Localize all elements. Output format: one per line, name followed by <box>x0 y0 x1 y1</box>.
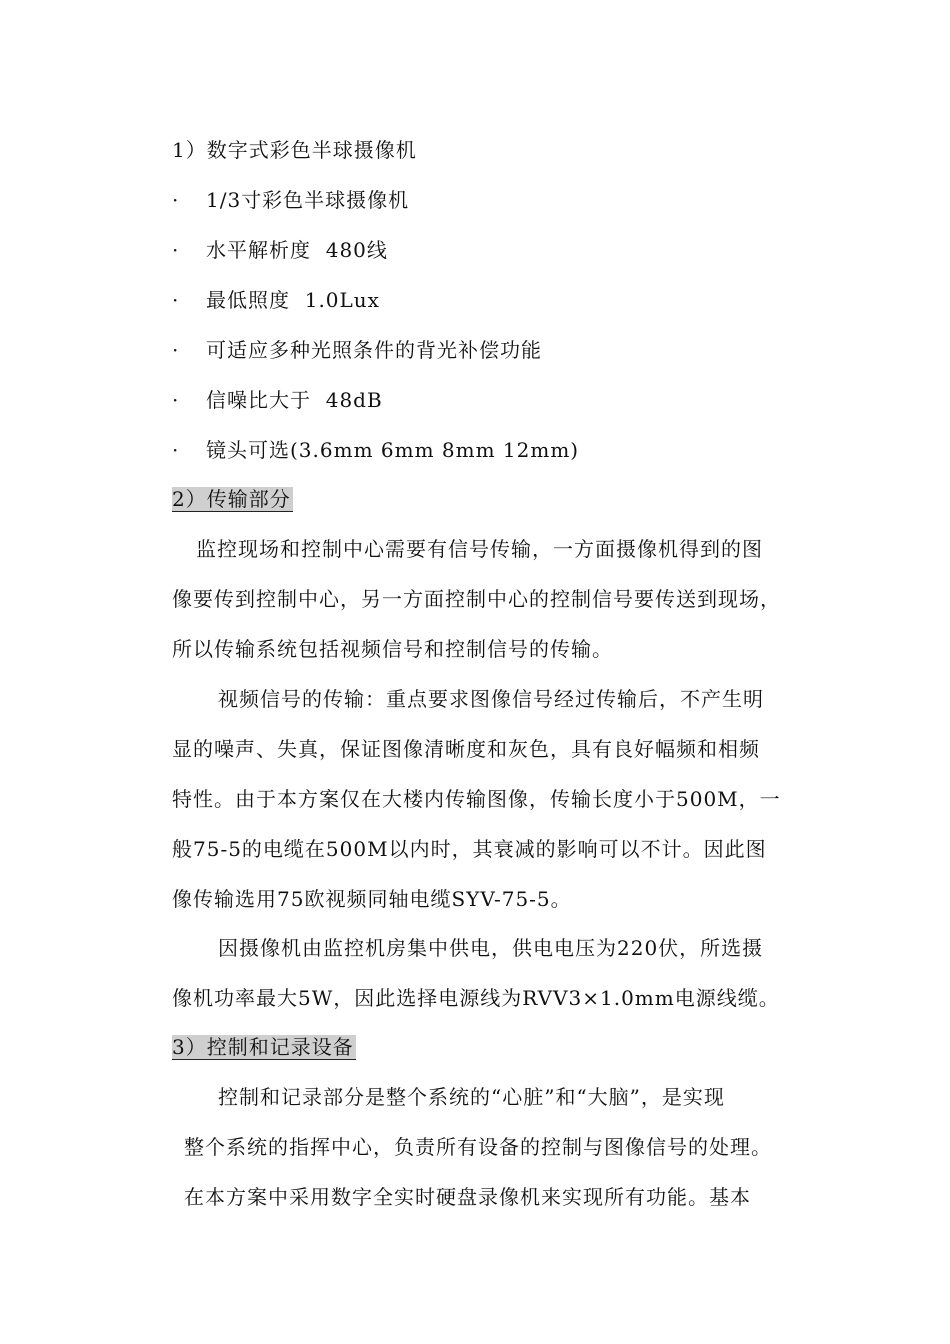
bullet-dot-icon: · <box>172 388 180 412</box>
bullet-dot-icon: · <box>172 338 180 362</box>
section3-para1-line: 整个系统的指挥中心，负责所有设备的控制与图像信号的处理。 <box>184 1135 772 1159</box>
bullet-item <box>172 237 388 263</box>
section3-para1-line: 控制和记录部分是整个系统的“心脏”和“大脑”，是实现 <box>218 1085 725 1109</box>
section3-para1-line: 在本方案中采用数字全实时硬盘录像机来实现所有功能。基本 <box>184 1185 751 1209</box>
section2-para2-line: 像传输选用75欧视频同轴电缆SYV-75-5。 <box>172 887 572 911</box>
section1-title: 1）数字式彩色半球摄像机 <box>172 138 417 162</box>
section2-para1-line: 监控现场和控制中心需要有信号传输，一方面摄像机得到的图 <box>196 537 763 561</box>
bullet-text: 水平解析度 480线 <box>206 238 388 262</box>
bullet-text: 最低照度 1.0Lux <box>206 288 380 312</box>
bullet-dot-icon: · <box>172 238 180 262</box>
bullet-item <box>172 387 383 413</box>
bullet-text: 信噪比大于 48dB <box>206 388 383 412</box>
section2-para2-line: 特性。由于本方案仅在大楼内传输图像，传输长度小于500M，一 <box>172 787 781 811</box>
section2-para3-line: 因摄像机由监控机房集中供电，供电电压为220伏，所选摄 <box>218 936 764 960</box>
section2-heading <box>172 486 293 512</box>
section2-para2-line: 视频信号的传输：重点要求图像信号经过传输后，不产生明 <box>218 687 764 711</box>
bullet-item <box>172 187 409 213</box>
section3-heading <box>172 1034 356 1060</box>
bullet-dot-icon: · <box>172 288 180 312</box>
section2-para3-line: 像机功率最大5W，因此选择电源线为RVV3×1.0mm电源线缆。 <box>172 986 780 1010</box>
section2-para2-line: 般75-5的电缆在500M以内时，其衰减的影响可以不计。因此图 <box>172 837 767 861</box>
bullet-item <box>172 337 542 363</box>
bullet-item <box>172 287 380 313</box>
bullet-text: 可适应多种光照条件的背光补偿功能 <box>206 338 542 362</box>
section2-para1-line: 所以传输系统包括视频信号和控制信号的传输。 <box>172 637 613 661</box>
section2-title: 2）传输部分 <box>172 487 291 511</box>
bullet-dot-icon: · <box>172 188 180 212</box>
section3-title: 3）控制和记录设备 <box>172 1035 354 1059</box>
bullet-item <box>172 437 579 463</box>
bullet-text: 镜头可选(3.6mm 6mm 8mm 12mm) <box>206 438 580 462</box>
bullet-dot-icon: · <box>172 438 180 462</box>
section2-para1-line: 像要传到控制中心，另一方面控制中心的控制信号要传送到现场， <box>172 587 781 611</box>
section2-para2-line: 显的噪声、失真，保证图像清晰度和灰色，具有良好幅频和相频 <box>172 737 760 761</box>
bullet-text: 1/3寸彩色半球摄像机 <box>206 188 410 212</box>
